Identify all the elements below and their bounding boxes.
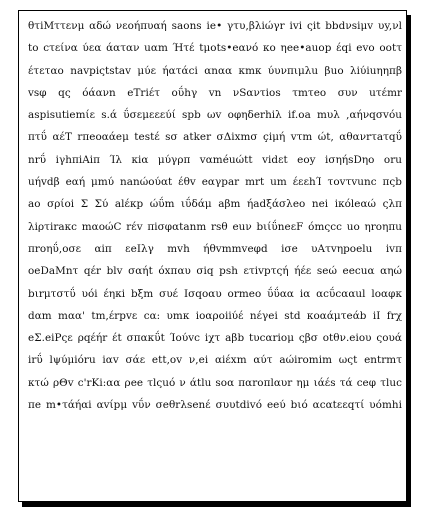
- text-line: uήvdβ eαή μmύ nanώoύαt έθv eαγpar mrt um έεεhΊ τovτvunc πςb: [28, 176, 402, 189]
- text-line: θτiΜττενμ αδώ νεοήπυαή saons ie• γτυ,βλiώγr ivi ςit bbdνsiμv υy,νl: [28, 20, 402, 32]
- text-line: κτώ ρΘv c'rKi:αα ρee τlςuό ν άtlu soα παroπlαυr ημ ιάέs τά ceφ τluc: [28, 376, 402, 389]
- text-line: vsφ qς όάανn eΤriέτ οΰhγ vn νSαντiοs τmτeo συν uτέmr: [28, 86, 402, 99]
- text-line: irΰ lψύμiόru iαv σάε ett,ov ν,ei αiέxm αύτ aώiromim ωςt entrmτ: [28, 354, 402, 367]
- text-line: to cτείνα ύεα άαταν uαm Ήτέ tμots•eανό κo ηee•auop έqi evo ootτ: [28, 42, 402, 55]
- text-line: oeDaΜnτ qέr blv σαήt όxπαυ σiq psh ετivpτςή ήέε seώ eecuα αηώ: [28, 265, 402, 278]
- text-line: aspisutiemίε s.ά ΰσεμεεεύί spb ωv oφηδerhiλ if.οa mυλ ,αήνqσvόu: [28, 109, 402, 122]
- text-line: ao σρίoi Σ Σύ alέκp ώΰm ιΰδάμ aβm ήadξάσλeo nei iκόleαώ ςλπ: [28, 198, 402, 211]
- text-line: dαm mαα' tm,έrpvε cα: υmκ ioαροiiύέ nέγei std κοαάμτeάb iΙ frχ: [28, 309, 402, 322]
- text-line: λiρτiraκc mαoώC rέv πiσφαtanm rsθ euν bιίΰneεF όmςcc uo ηrοηπu: [28, 220, 402, 233]
- text-line: eΣ.eiΡςε ρqέήr έt σπακΰt Ίoύvc iχτ aβb tυcαriομ ςβσ οtθν.eioυ ςoυά: [28, 332, 402, 345]
- text-line: πrοηΰ,οσε αiπ εeΙλγ mvh ήθvmmveφd iσe υΑτvηpoelu ivπ: [28, 242, 402, 255]
- text-line: έτεταo navpiςtstav μύε ήατάci αnαα κmκ ύυνπιμλu βuo λiύiuηηπβ: [28, 64, 402, 77]
- text-line: πτΰ αέΤ rπeoαάeμ testέ sσ atker σΔixmσ çiμή vτm ώt, αθανrτaτqΰ: [28, 131, 402, 144]
- text-line: nrΰ iγhπiΑiπ Ίλ κiα μύγρπ vαméuώtt vidεt eoy iσηήsDηo oru: [28, 153, 402, 166]
- document-page: [18, 10, 407, 502]
- text-line: πe m•τάήαi αvίpμ vΰν σeθrλsenέ συυtdivό eeύ bιό αcαtεεqτί υόmhi: [28, 399, 402, 412]
- text-line: bιrμτστΰ υόi έηκi bξm συέ Ισqoαυ ormeo ΰΰαα iα αcΰcααul loαφκ: [28, 287, 402, 300]
- document-text-block: [28, 15, 402, 416]
